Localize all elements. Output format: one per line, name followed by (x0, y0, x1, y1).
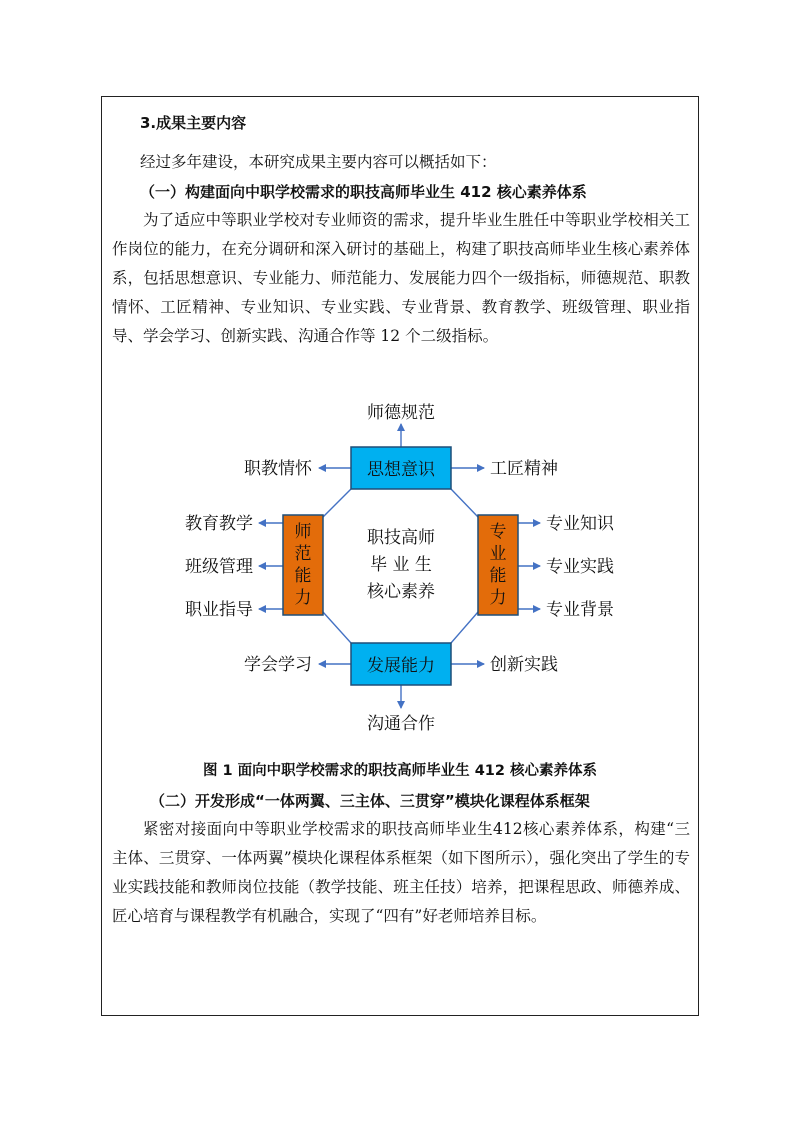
center-line-2: 毕 业 生 (370, 555, 432, 575)
label-top-up: 师德规范 (367, 403, 435, 423)
label-right-1: 专业知识 (546, 514, 614, 534)
label-bottom-left: 学会学习 (244, 655, 312, 675)
box-development-label: 发展能力 (367, 656, 435, 676)
figure-caption: 图 1 面向中职学校需求的职技高师毕业生 412 核心素养体系 (202, 763, 598, 779)
label-left-1: 教育教学 (185, 514, 253, 534)
box-professional-label: 专业能力 (489, 522, 507, 608)
label-left-2: 班级管理 (185, 557, 253, 577)
intro-text: 经过多年建设，本研究成果主要内容可以概括如下： (140, 153, 497, 171)
label-bottom-right: 创新实践 (490, 655, 558, 675)
label-top-left: 职教情怀 (244, 459, 312, 479)
label-bottom-down: 沟通合作 (367, 714, 435, 734)
part2-heading: （二）开发形成“一体两翼、三主体、三贯穿”模块化课程体系框架 (150, 792, 590, 810)
label-left-3: 职业指导 (185, 600, 253, 620)
part1-heading: （一）构建面向中职学校需求的职技高师毕业生 412 核心素养体系 (140, 183, 587, 201)
label-top-right: 工匠精神 (490, 459, 558, 479)
box-thought-label: 思想意识 (367, 460, 435, 480)
center-line-1: 职技高师 (367, 528, 435, 548)
part2-paragraph: 紧密对接面向中等职业学校需求的职技高师毕业生412核心素养体系，构建“三主体、三贯穿、一体两翼”模块化课程体系框架（如下图所示），强化突出了学生的专业实践技能和教师岗位技能（教学技能、班主任技）培养，把课程思政、师德养成、匠心培育与课程教学有机融合，实现了“四有”好老师培养目标。 (112, 820, 690, 925)
part1-paragraph: 为了适应中等职业学校对专业师资的需求，提升毕业生胜任中等职业学校相关工作岗位的能力，在充分调研和深入研讨的基础上，构建了职技高师毕业生核心素养体系，包括思想意识、专业能力、师范能力、发展能力四个一级指标，师德规范、职教情怀、工匠精神、专业知识、专业实践、专业背景、教育教学、班级管理、职业指导、学会学习、创新实践、沟通合作等 12 个二级指标。 (112, 211, 690, 345)
label-right-2: 专业实践 (546, 557, 614, 577)
label-right-3: 专业背景 (546, 600, 614, 620)
section-title: 3.成果主要内容 (140, 114, 247, 132)
box-teaching-label: 师范能力 (294, 522, 312, 608)
center-line-3: 核心素养 (367, 582, 435, 602)
